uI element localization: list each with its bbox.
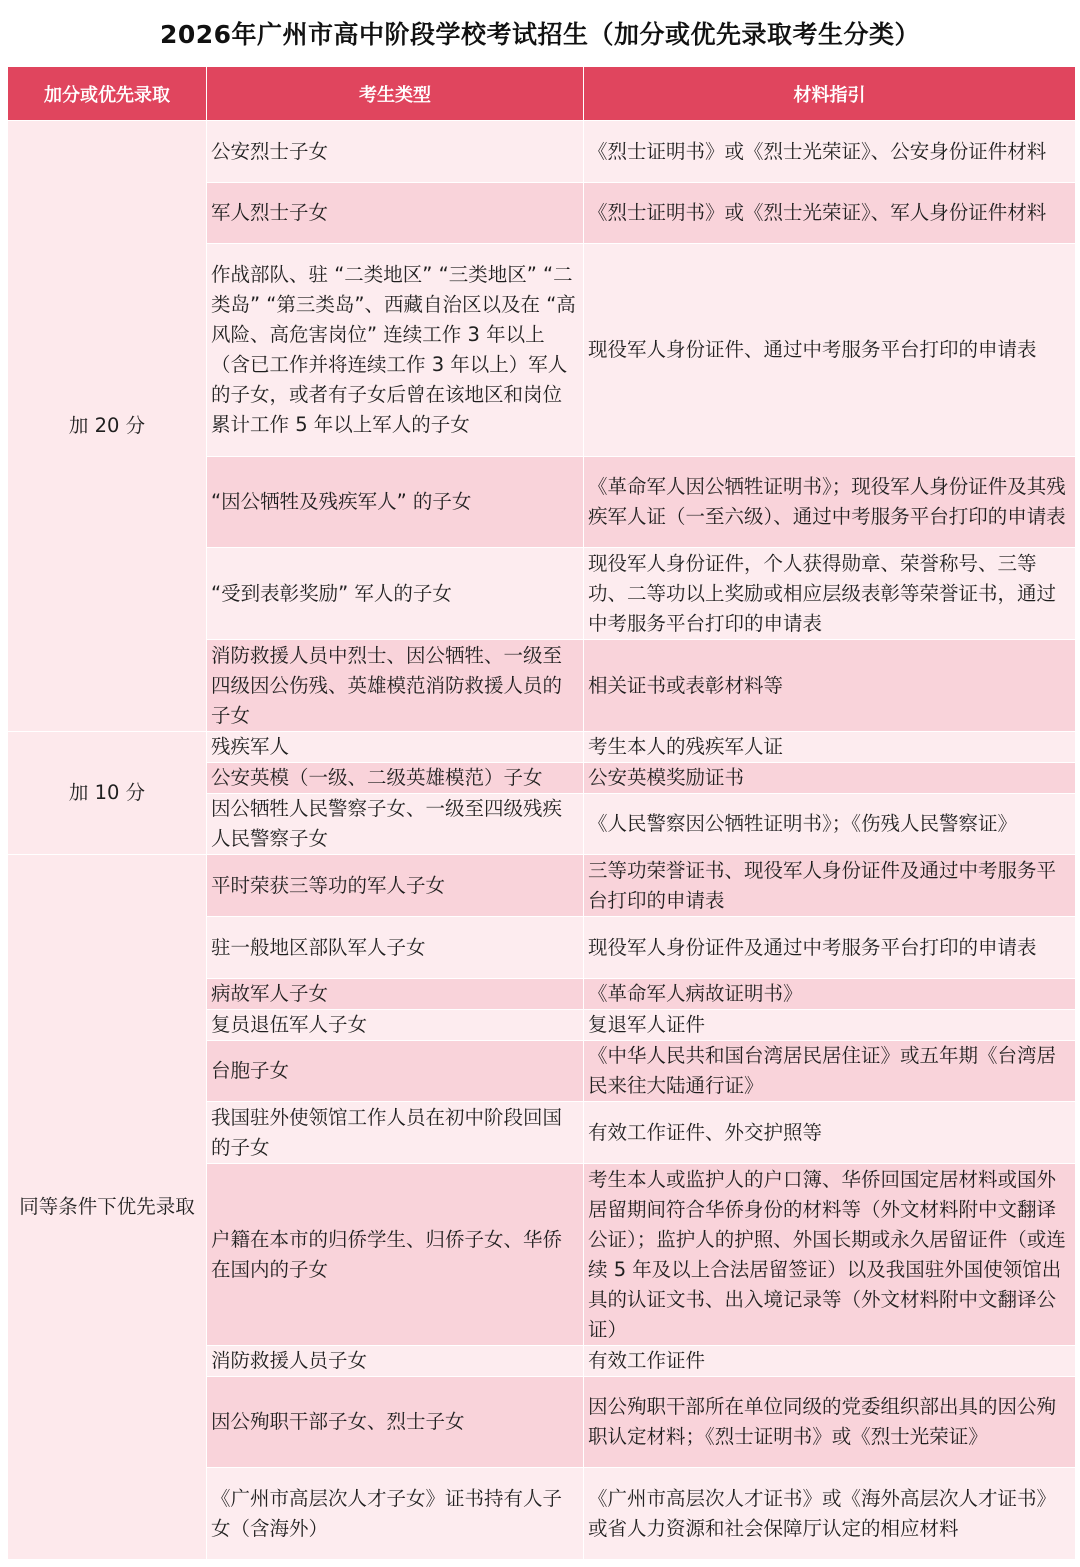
header-student-type: 考生类型 [207, 67, 584, 121]
student-type-cell: 消防救援人员中烈士、因公牺牲、一级至四级因公伤残、英雄模范消防救援人员的子女 [207, 640, 584, 732]
materials-cell: 公安英模奖励证书 [584, 763, 1076, 794]
materials-cell: 现役军人身份证件、通过中考服务平台打印的申请表 [584, 244, 1076, 457]
student-type-cell: 复员退伍军人子女 [207, 1010, 584, 1041]
materials-cell: 现役军人身份证件及通过中考服务平台打印的申请表 [584, 917, 1076, 979]
student-type-cell: 因公殉职干部子女、烈士子女 [207, 1377, 584, 1468]
admission-table [7, 66, 1076, 1560]
materials-cell: 《革命军人因公牺牲证明书》；现役军人身份证件及其残疾军人证（一至六级）、通过中考服务平台打印的申请表 [584, 457, 1076, 548]
header-row [8, 67, 1076, 121]
student-type-cell: 作战部队、驻 “二类地区” “三类地区” “二类岛” “第三类岛”、西藏自治区以及在 “高风险、高危害岗位” 连续工作 3 年以上（含已工作并将连续工作 3 年以上）军人的子女，或者有子女后曾在该地区和岗位累计工作 5 年以上军人的子女 [207, 244, 584, 457]
student-type-cell: 台胞子女 [207, 1041, 584, 1102]
student-type-cell: 消防救援人员子女 [207, 1346, 584, 1377]
student-type-cell: 公安烈士子女 [207, 121, 584, 183]
header-category: 加分或优先录取 [8, 67, 207, 121]
materials-cell: 复退军人证件 [584, 1010, 1076, 1041]
student-type-cell: 《广州市高层次人才子女》证书持有人子女（含海外） [207, 1468, 584, 1560]
student-type-cell: “因公牺牲及残疾军人” 的子女 [207, 457, 584, 548]
materials-cell: 有效工作证件、外交护照等 [584, 1102, 1076, 1164]
student-type-cell: 户籍在本市的归侨学生、归侨子女、华侨在国内的子女 [207, 1164, 584, 1346]
category-cell: 同等条件下优先录取 [8, 855, 207, 1560]
student-type-cell: 残疾军人 [207, 732, 584, 763]
category-cell: 加 10 分 [8, 732, 207, 855]
materials-cell: 《革命军人病故证明书》 [584, 979, 1076, 1010]
page-title: 2026年广州市高中阶段学校考试招生（加分或优先录取考生分类） [159, 20, 921, 49]
table-row [8, 855, 1076, 917]
materials-cell: 有效工作证件 [584, 1346, 1076, 1377]
materials-cell: 《人民警察因公牺牲证明书》；《伤残人民警察证》 [584, 794, 1076, 855]
materials-cell: 现役军人身份证件，个人获得勋章、荣誉称号、三等功、二等功以上奖励或相应层级表彰等荣誉证书，通过中考服务平台打印的申请表 [584, 548, 1076, 640]
student-type-cell: 军人烈士子女 [207, 183, 584, 244]
table-row [8, 732, 1076, 763]
student-type-cell: “受到表彰奖励” 军人的子女 [207, 548, 584, 640]
materials-cell: 《中华人民共和国台湾居民居住证》或五年期《台湾居民来往大陆通行证》 [584, 1041, 1076, 1102]
materials-cell: 《广州市高层次人才证书》或《海外高层次人才证书》或省人力资源和社会保障厅认定的相应材料 [584, 1468, 1076, 1560]
student-type-cell: 因公牺牲人民警察子女、一级至四级残疾人民警察子女 [207, 794, 584, 855]
materials-cell: 《烈士证明书》或《烈士光荣证》、军人身份证件材料 [584, 183, 1076, 244]
materials-cell: 考生本人的残疾军人证 [584, 732, 1076, 763]
materials-cell: 相关证书或表彰材料等 [584, 640, 1076, 732]
table-body [8, 121, 1076, 1560]
student-type-cell: 我国驻外使领馆工作人员在初中阶段回国的子女 [207, 1102, 584, 1164]
materials-cell: 因公殉职干部所在单位同级的党委组织部出具的因公殉职认定材料；《烈士证明书》或《烈士光荣证》 [584, 1377, 1076, 1468]
student-type-cell: 病故军人子女 [207, 979, 584, 1010]
materials-cell: 考生本人或监护人的户口簿、华侨回国定居材料或国外居留期间符合华侨身份的材料等（外文材料附中文翻译公证）；监护人的护照、外国长期或永久居留证件（或连续 5 年及以上合法居留签证）以及我国驻外国使领馆出具的认证文书、出入境记录等（外文材料附中文翻译公证） [584, 1164, 1076, 1346]
student-type-cell: 平时荣获三等功的军人子女 [207, 855, 584, 917]
student-type-cell: 驻一般地区部队军人子女 [207, 917, 584, 979]
header-materials: 材料指引 [584, 67, 1076, 121]
materials-cell: 三等功荣誉证书、现役军人身份证件及通过中考服务平台打印的申请表 [584, 855, 1076, 917]
table-row [8, 121, 1076, 183]
student-type-cell: 公安英模（一级、二级英雄模范）子女 [207, 763, 584, 794]
materials-cell: 《烈士证明书》或《烈士光荣证》、公安身份证件材料 [584, 121, 1076, 183]
category-cell: 加 20 分 [8, 121, 207, 732]
